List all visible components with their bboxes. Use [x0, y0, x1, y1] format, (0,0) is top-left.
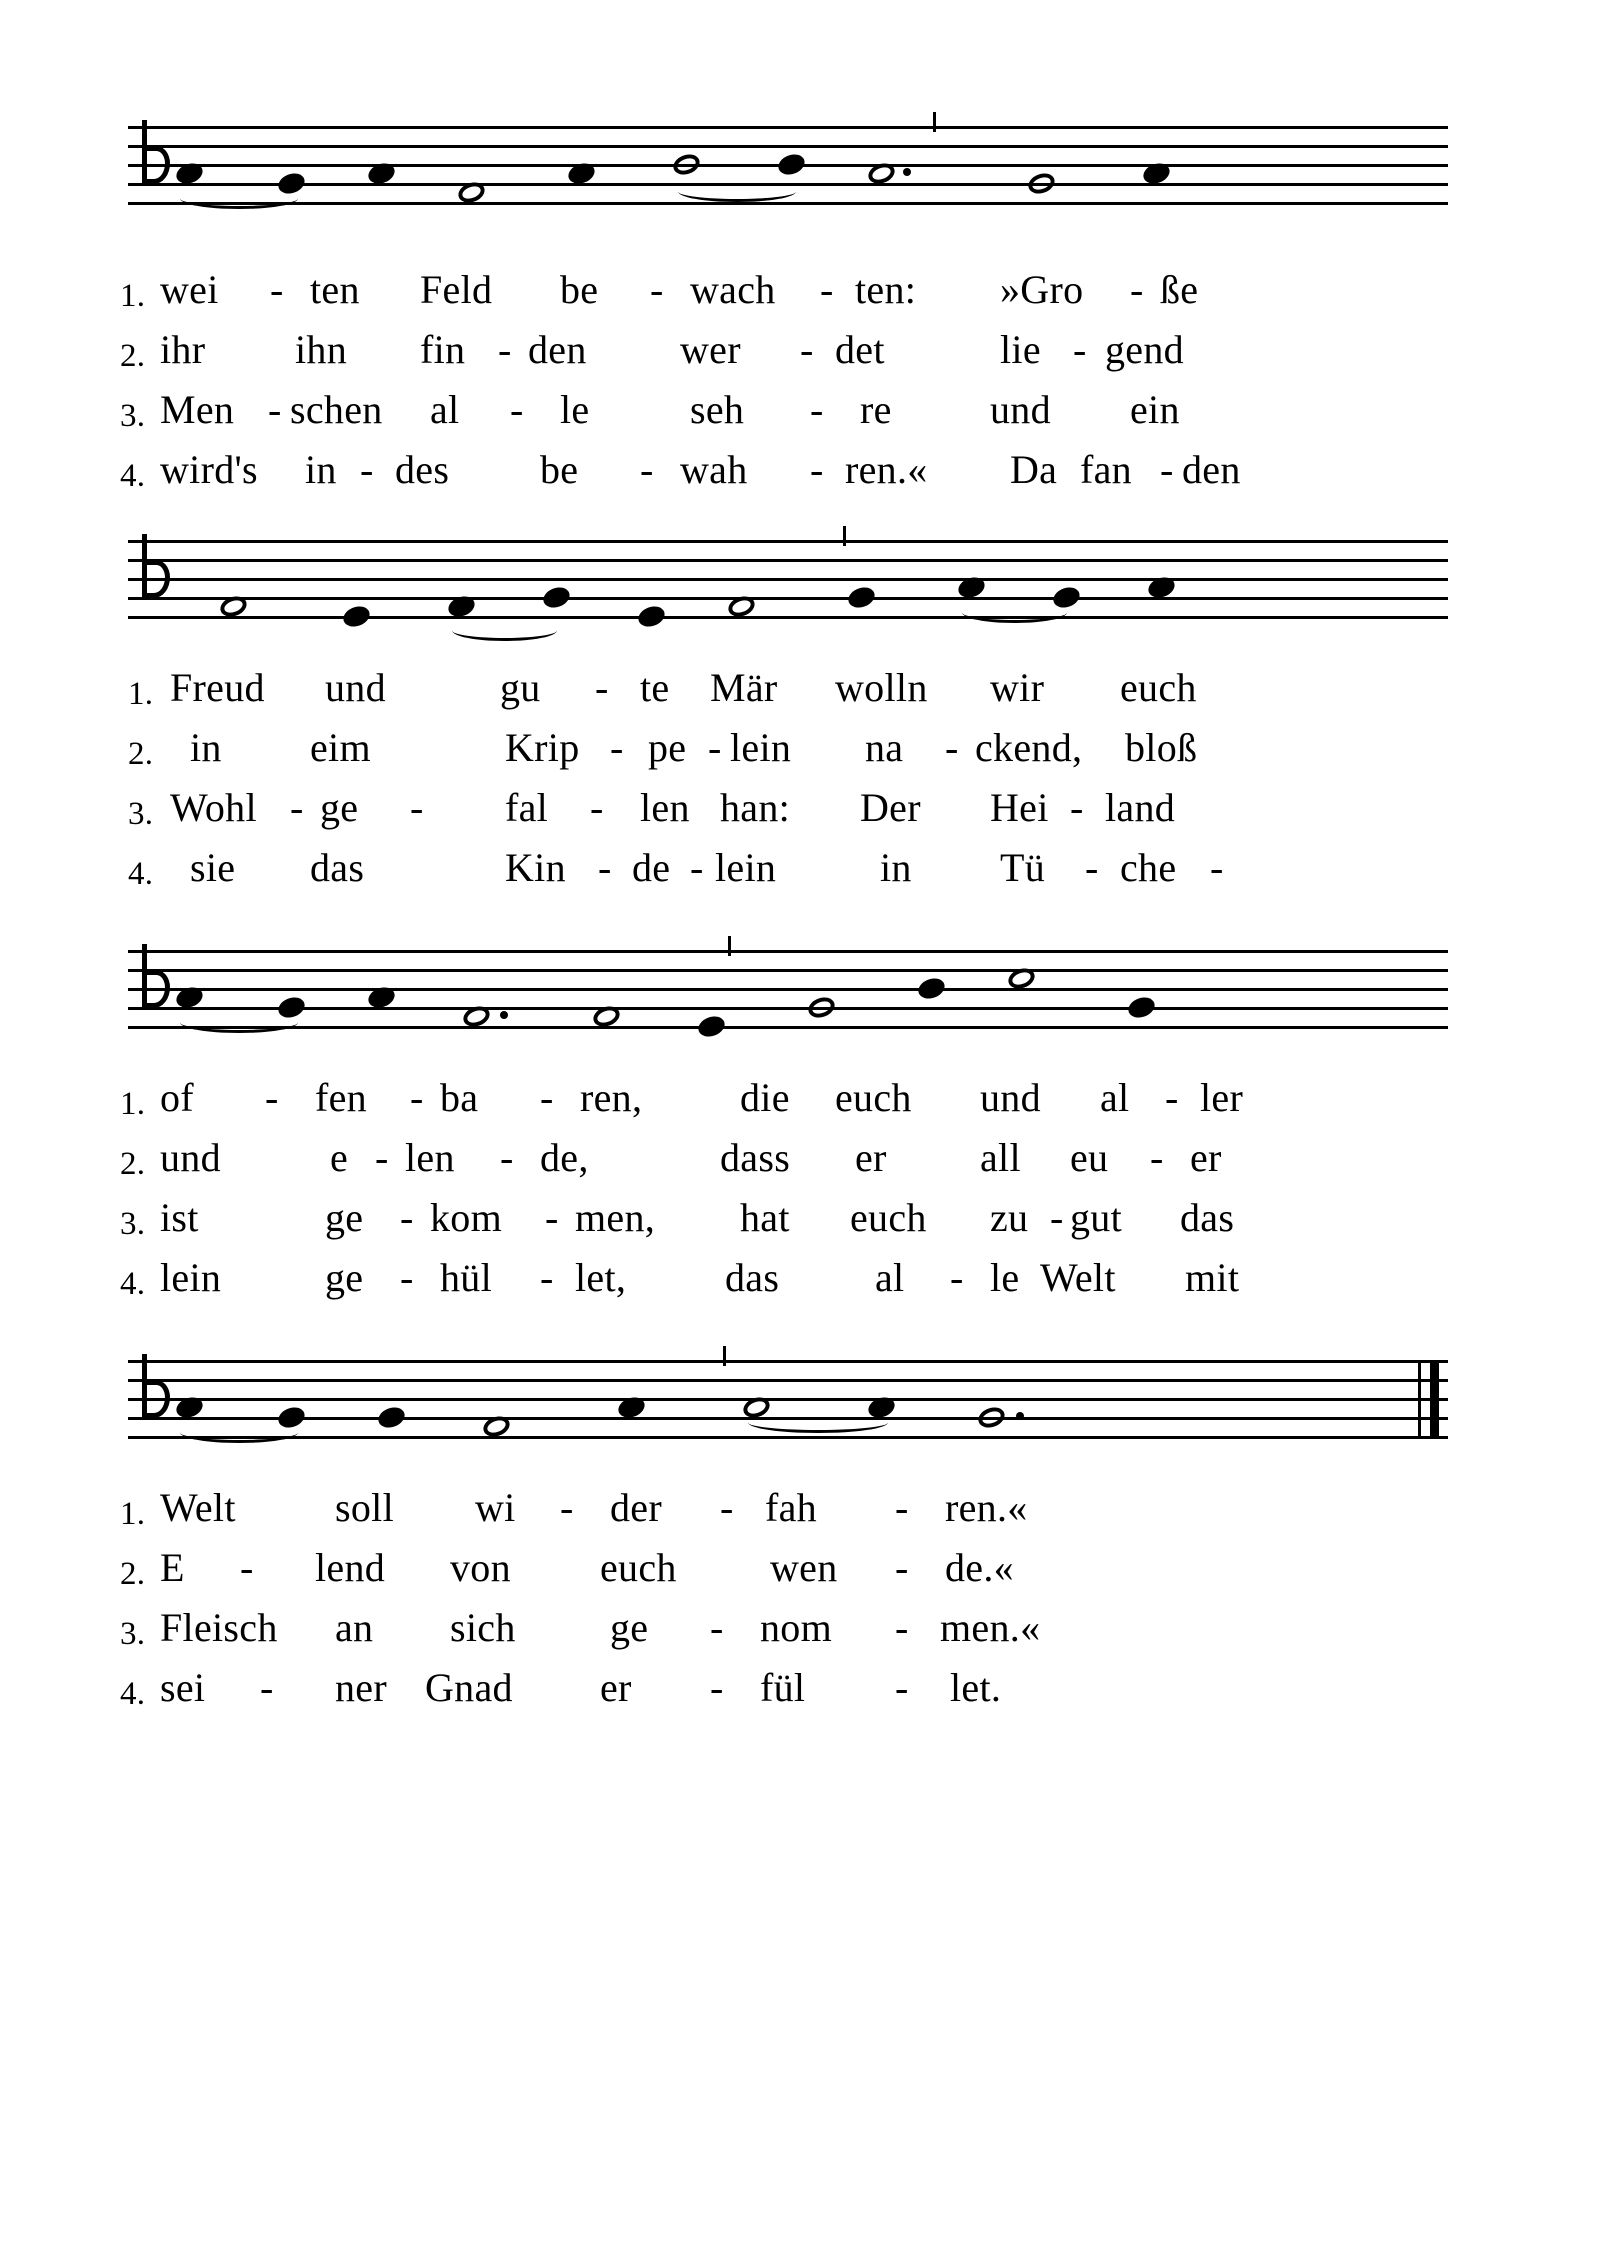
syllable: le: [990, 1255, 1020, 1300]
syllable: -: [950, 1255, 964, 1300]
syllable: euch: [850, 1195, 927, 1240]
syllable: Feld: [420, 267, 493, 312]
syllable: -: [400, 1255, 414, 1300]
syllable: lie: [1000, 327, 1041, 372]
syllable: mit: [1185, 1255, 1240, 1300]
lyric-line: [120, 838, 1500, 898]
augmentation-dot: [903, 168, 911, 176]
syllable: Welt: [160, 1485, 236, 1530]
syllable: de: [632, 845, 671, 890]
b-clef-icon: [136, 944, 170, 1030]
syllable: Fleisch: [160, 1605, 278, 1650]
syllable: Hei: [990, 785, 1049, 830]
syllable: sei: [160, 1665, 206, 1710]
syllable: -: [895, 1485, 909, 1530]
syllable: fan: [1080, 447, 1132, 492]
stanza-number: 3.: [120, 1206, 146, 1242]
lyric-line: [120, 320, 1500, 380]
syllable: gut: [1070, 1195, 1123, 1240]
syllable: seh: [690, 387, 745, 432]
syllable: -: [1070, 785, 1084, 830]
syllable: -: [1050, 1195, 1064, 1240]
syllable: ckend,: [975, 725, 1083, 770]
syllable: -: [610, 725, 624, 770]
notehead: [806, 994, 838, 1021]
lyric-line: [120, 1068, 1500, 1128]
syllable: -: [498, 327, 512, 372]
staff-line: [128, 145, 1448, 148]
syllable: die: [740, 1075, 790, 1120]
syllable: -: [1150, 1135, 1164, 1180]
syllable: eu: [1070, 1135, 1109, 1180]
syllable: -: [268, 387, 282, 432]
syllable: ihn: [295, 327, 348, 372]
syllable: det: [835, 327, 885, 372]
syllable: land: [1105, 785, 1176, 830]
syllable: -: [590, 785, 604, 830]
stanza-number: 3.: [128, 796, 154, 832]
staff-line: [128, 1379, 1448, 1382]
syllable: Tü: [1000, 845, 1046, 890]
syllable: Der: [860, 785, 921, 830]
stanza-number: 1.: [120, 278, 146, 314]
syllable: let.: [950, 1665, 1002, 1710]
syllable: -: [1210, 845, 1224, 890]
syllable: euch: [1120, 665, 1197, 710]
notehead: [341, 603, 373, 630]
syllable: das: [310, 845, 365, 890]
syllable: in: [305, 447, 337, 492]
syllable: ihr: [160, 327, 206, 372]
syllable: -: [510, 387, 524, 432]
syllable: -: [1073, 327, 1087, 372]
staff-line: [128, 1007, 1448, 1010]
syllable: und: [980, 1075, 1041, 1120]
syllable: -: [1165, 1075, 1179, 1120]
syllable: -: [945, 725, 959, 770]
slur: [748, 1412, 888, 1433]
final-barline-thin: [1418, 1360, 1421, 1439]
syllable: und: [160, 1135, 221, 1180]
syllable: of: [160, 1075, 194, 1120]
syllable: -: [545, 1195, 559, 1240]
syllable: zu: [990, 1195, 1029, 1240]
notehead: [636, 603, 668, 630]
syllable: wolln: [835, 665, 928, 710]
syllable: des: [395, 447, 450, 492]
slur: [678, 181, 796, 202]
syllable: in: [190, 725, 222, 770]
syllable: che: [1120, 845, 1177, 890]
staff-line: [128, 1026, 1448, 1029]
barline: [933, 112, 936, 132]
notehead: [541, 584, 573, 611]
syllable: lend: [315, 1545, 386, 1590]
syllable: eim: [310, 725, 371, 770]
syllable: te: [640, 665, 670, 710]
syllable: len: [640, 785, 690, 830]
notehead: [916, 975, 948, 1002]
syllable: ren.«: [945, 1485, 1028, 1530]
syllable: das: [725, 1255, 780, 1300]
syllable: pe: [648, 725, 687, 770]
syllable: wer: [680, 327, 741, 372]
lyric-line: [120, 718, 1500, 778]
syllable: der: [610, 1485, 662, 1530]
syllable: und: [325, 665, 386, 710]
syllable: schen: [290, 387, 383, 432]
syllable: ten:: [855, 267, 917, 312]
syllable: fül: [760, 1665, 806, 1710]
syllable: -: [895, 1605, 909, 1650]
notehead: [976, 1404, 1008, 1431]
syllable: -: [1085, 845, 1099, 890]
b-clef-icon: [136, 1354, 170, 1440]
staff-line: [128, 559, 1448, 562]
syllable: hül: [440, 1255, 493, 1300]
staff-line: [128, 597, 1448, 600]
syllable: ge: [320, 785, 359, 830]
syllable: kom: [430, 1195, 503, 1240]
syllable: den: [1182, 447, 1241, 492]
syllable: dass: [720, 1135, 791, 1180]
staff-line: [128, 1398, 1448, 1401]
notehead: [671, 151, 703, 178]
syllable: -: [265, 1075, 279, 1120]
stanza-number: 2.: [120, 338, 146, 374]
syllable: nom: [760, 1605, 833, 1650]
lyric-line: [120, 1188, 1500, 1248]
syllable: Men: [160, 387, 235, 432]
staff-2: [128, 540, 1448, 644]
syllable: -: [260, 1665, 274, 1710]
syllable: fin: [420, 327, 466, 372]
lyric-line: [120, 1128, 1500, 1188]
staff-line: [128, 950, 1448, 953]
syllable: han:: [720, 785, 791, 830]
notehead: [776, 151, 808, 178]
syllable: e: [330, 1135, 349, 1180]
b-clef-icon: [136, 534, 170, 620]
stanza-number: 1.: [128, 676, 154, 712]
notehead: [846, 584, 878, 611]
syllable: le: [560, 387, 590, 432]
syllable: ler: [1200, 1075, 1244, 1120]
syllable: wi: [475, 1485, 516, 1530]
lyric-line: [120, 1598, 1500, 1658]
staff-line: [128, 578, 1448, 581]
syllable: Gnad: [425, 1665, 513, 1710]
syllable: -: [1130, 267, 1144, 312]
syllable: al: [1100, 1075, 1130, 1120]
b-clef-icon: [136, 120, 170, 206]
syllable: -: [800, 327, 814, 372]
syllable: euch: [600, 1545, 677, 1590]
slur: [452, 620, 557, 641]
syllable: al: [875, 1255, 905, 1300]
syllable: -: [410, 1075, 424, 1120]
syllable: wir: [990, 665, 1045, 710]
syllable: -: [640, 447, 654, 492]
syllable: ge: [325, 1255, 364, 1300]
syllable: den: [528, 327, 587, 372]
stanza-number: 4.: [120, 1266, 146, 1302]
syllable: das: [1180, 1195, 1235, 1240]
staff-line: [128, 988, 1448, 991]
staff-line: [128, 202, 1448, 205]
stanza-number: 2.: [128, 736, 154, 772]
syllable: -: [360, 447, 374, 492]
syllable: fal: [505, 785, 549, 830]
lyric-line: [120, 1658, 1500, 1718]
syllable: gend: [1105, 327, 1184, 372]
syllable: lein: [715, 845, 777, 890]
syllable: -: [650, 267, 664, 312]
lyric-line: [120, 1478, 1500, 1538]
syllable: ba: [440, 1075, 479, 1120]
syllable: al: [430, 387, 460, 432]
music-system-2: [120, 540, 1480, 644]
lyrics-block-2: [120, 658, 1500, 898]
syllable: er: [1190, 1135, 1222, 1180]
syllable: -: [500, 1135, 514, 1180]
lyric-line: [120, 658, 1500, 718]
staff-line: [128, 616, 1448, 619]
stanza-number: 4.: [128, 856, 154, 892]
syllable: men,: [575, 1195, 656, 1240]
syllable: -: [375, 1135, 389, 1180]
syllable: soll: [335, 1485, 394, 1530]
syllable: ße: [1160, 267, 1199, 312]
syllable: von: [450, 1545, 511, 1590]
syllable: re: [860, 387, 892, 432]
syllable: Kin: [505, 845, 566, 890]
syllable: ist: [160, 1195, 199, 1240]
syllable: Da: [1010, 447, 1058, 492]
slur: [962, 602, 1067, 623]
barline: [728, 936, 731, 956]
staff-line: [128, 1360, 1448, 1363]
stanza-number: 2.: [120, 1556, 146, 1592]
syllable: wach: [690, 267, 776, 312]
syllable: Mär: [710, 665, 778, 710]
lyrics-block-3: [120, 1068, 1500, 1308]
barline: [843, 526, 846, 546]
syllable: -: [595, 665, 609, 710]
syllable: -: [708, 725, 722, 770]
syllable: an: [335, 1605, 374, 1650]
staff-line: [128, 1436, 1448, 1439]
augmentation-dot: [1016, 1412, 1024, 1420]
notehead: [1026, 170, 1058, 197]
lyric-line: [120, 1248, 1500, 1308]
syllable: wen: [770, 1545, 838, 1590]
music-system-3: [120, 950, 1480, 1054]
staff-1: [128, 126, 1448, 230]
syllable: -: [820, 267, 834, 312]
syllable: na: [865, 725, 904, 770]
staff-3: [128, 950, 1448, 1054]
lyrics-block-4: [120, 1478, 1500, 1718]
syllable: bloß: [1125, 725, 1198, 770]
syllable: er: [600, 1665, 632, 1710]
syllable: fah: [765, 1485, 817, 1530]
lyrics-block-1: [120, 260, 1500, 500]
syllable: -: [410, 785, 424, 830]
staff-line: [128, 969, 1448, 972]
staff-line: [128, 540, 1448, 543]
lyric-line: [120, 1538, 1500, 1598]
syllable: ge: [325, 1195, 364, 1240]
syllable: -: [710, 1605, 724, 1650]
syllable: let,: [575, 1255, 627, 1300]
syllable: sich: [450, 1605, 516, 1650]
notehead: [696, 1013, 728, 1040]
syllable: Krip: [505, 725, 580, 770]
syllable: -: [810, 387, 824, 432]
syllable: Welt: [1040, 1255, 1116, 1300]
lyric-line: [120, 380, 1500, 440]
syllable: be: [560, 267, 599, 312]
syllable: lein: [160, 1255, 222, 1300]
stanza-number: 2.: [120, 1146, 146, 1182]
syllable: hat: [740, 1195, 790, 1240]
syllable: ren,: [580, 1075, 643, 1120]
syllable: euch: [835, 1075, 912, 1120]
syllable: fen: [315, 1075, 367, 1120]
lyric-line: [120, 778, 1500, 838]
syllable: wird's: [160, 447, 258, 492]
syllable: -: [270, 267, 284, 312]
syllable: Freud: [170, 665, 265, 710]
augmentation-dot: [500, 1011, 508, 1019]
syllable: und: [990, 387, 1051, 432]
syllable: -: [895, 1665, 909, 1710]
syllable: -: [240, 1545, 254, 1590]
syllable: lein: [730, 725, 792, 770]
syllable: gu: [500, 665, 541, 710]
stanza-number: 3.: [120, 398, 146, 434]
syllable: -: [810, 447, 824, 492]
syllable: len: [405, 1135, 455, 1180]
syllable: ren.«: [845, 447, 928, 492]
staff-line: [128, 126, 1448, 129]
syllable: -: [895, 1545, 909, 1590]
music-system-4: [120, 1360, 1480, 1464]
syllable: -: [598, 845, 612, 890]
syllable: »Gro: [1000, 267, 1084, 312]
music-system-1: [120, 126, 1480, 230]
syllable: wah: [680, 447, 748, 492]
stanza-number: 3.: [120, 1616, 146, 1652]
syllable: -: [710, 1665, 724, 1710]
syllable: ner: [335, 1665, 387, 1710]
syllable: all: [980, 1135, 1021, 1180]
stanza-number: 4.: [120, 1676, 146, 1712]
barline: [723, 1346, 726, 1366]
syllable: -: [720, 1485, 734, 1530]
syllable: -: [540, 1075, 554, 1120]
syllable: ein: [1130, 387, 1180, 432]
syllable: men.«: [940, 1605, 1041, 1650]
syllable: -: [1160, 447, 1174, 492]
stanza-number: 1.: [120, 1496, 146, 1532]
syllable: Wohl: [170, 785, 257, 830]
notehead: [1126, 994, 1158, 1021]
syllable: -: [290, 785, 304, 830]
syllable: -: [560, 1485, 574, 1530]
syllable: sie: [190, 845, 236, 890]
stanza-number: 4.: [120, 458, 146, 494]
notehead: [376, 1404, 408, 1431]
syllable: E: [160, 1545, 185, 1590]
lyric-line: [120, 440, 1500, 500]
syllable: de.«: [945, 1545, 1014, 1590]
syllable: ge: [610, 1605, 649, 1650]
stanza-number: 1.: [120, 1086, 146, 1122]
syllable: ten: [310, 267, 360, 312]
staff-4: [128, 1360, 1448, 1464]
syllable: be: [540, 447, 579, 492]
syllable: -: [540, 1255, 554, 1300]
syllable: er: [855, 1135, 887, 1180]
syllable: in: [880, 845, 912, 890]
lyric-line: [120, 260, 1500, 320]
syllable: wei: [160, 267, 219, 312]
syllable: de,: [540, 1135, 589, 1180]
syllable: -: [690, 845, 704, 890]
syllable: -: [400, 1195, 414, 1240]
final-barline-thick: [1430, 1360, 1439, 1439]
